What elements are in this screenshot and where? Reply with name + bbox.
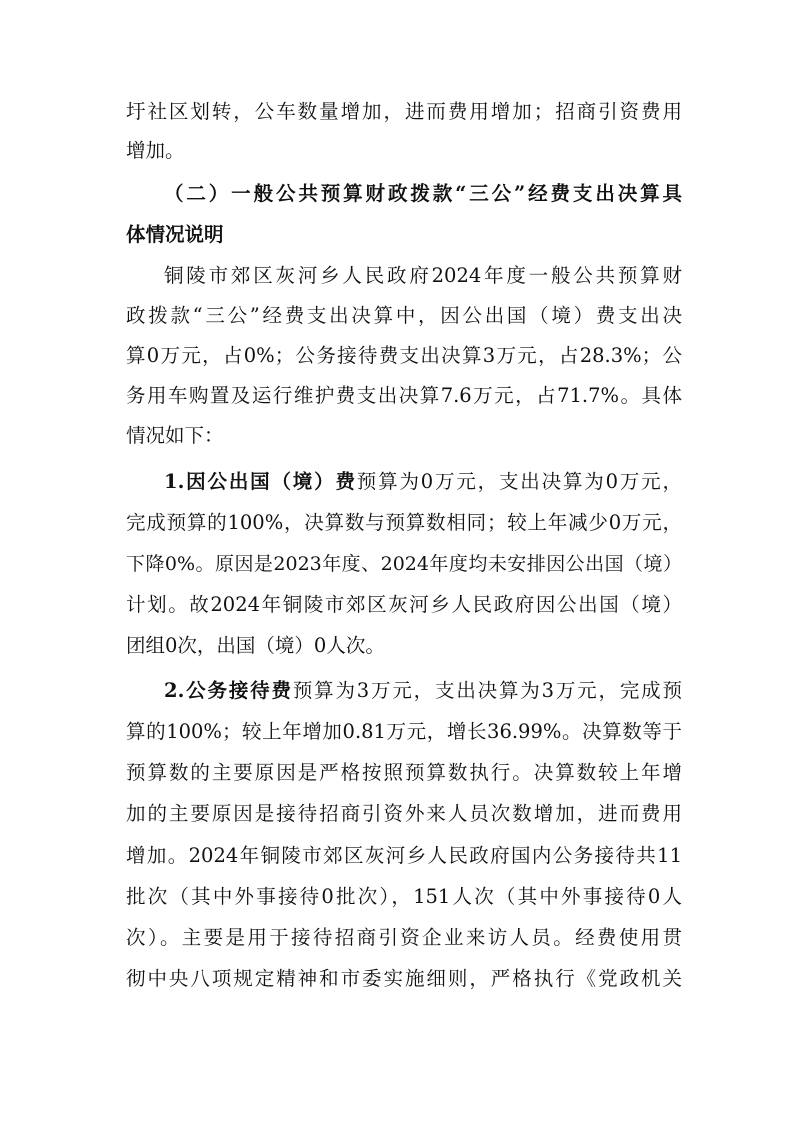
paragraph-line: 计划。故2024年铜陵市郊区灰河乡人民政府因公出国（境）: [126, 593, 682, 616]
item-heading-line: [164, 673, 682, 709]
item-title: 2.公务接待费: [164, 679, 293, 702]
paragraph-line: 算0万元，占0%；公务接待费支出决算3万元，占28.3%；公: [126, 344, 682, 367]
paragraph-line: 批次（其中外事接待0批次），151人次（其中外事接待0人: [126, 885, 682, 908]
section-heading: 体情况说明: [126, 223, 224, 246]
item-text: 预算为0万元，支出决算为0万元，: [356, 470, 682, 493]
paragraph-line: 增加。2024年铜陵市郊区灰河乡人民政府国内公务接待共11: [126, 844, 682, 867]
section-heading: （二）一般公共预算财政拨款“三公”经费支出决算具: [164, 182, 682, 205]
paragraph-line: 务用车购置及运行维护费支出决算7.6万元，占71.7%。具体: [126, 384, 682, 407]
paragraph-line: 次）。主要是用于接待招商引资企业来访人员。经费使用贯: [126, 926, 682, 949]
paragraph-line: 彻中央八项规定精神和市委实施细则，严格执行《党政机关: [126, 967, 682, 990]
paragraph-line: 下降0%。原因是2023年度、2024年度均未安排因公出国（境）: [126, 553, 682, 575]
paragraph-line: 团组0次，出国（境）0人次。: [126, 634, 385, 657]
paragraph-line: 增加。: [126, 139, 185, 162]
item-title: 1.因公出国（境）费: [164, 470, 357, 493]
paragraph-line: 加的主要原因是接待招商引资外来人员次数增加，进而费用: [126, 802, 682, 825]
item-heading-line: [164, 464, 682, 500]
paragraph-line: 铜陵市郊区灰河乡人民政府2024年度一般公共预算财: [164, 264, 682, 287]
paragraph-line: 政拨款“三公”经费支出决算中，因公出国（境）费支出决: [126, 304, 682, 327]
paragraph-line: 情况如下：: [126, 424, 224, 447]
paragraph-line: 预算数的主要原因是严格按照预算数执行。决算数较上年增: [126, 761, 682, 784]
paragraph-line: 算的100%；较上年增加0.81万元，增长36.99%。决算数等于: [126, 720, 682, 743]
paragraph-line: 圩社区划转，公车数量增加，进而费用增加；招商引资费用: [126, 100, 682, 123]
paragraph-line: 完成预算的100%，决算数与预算数相同；较上年减少0万元，: [126, 511, 682, 534]
item-text: 预算为3万元，支出决算为3万元，完成预: [292, 679, 682, 702]
